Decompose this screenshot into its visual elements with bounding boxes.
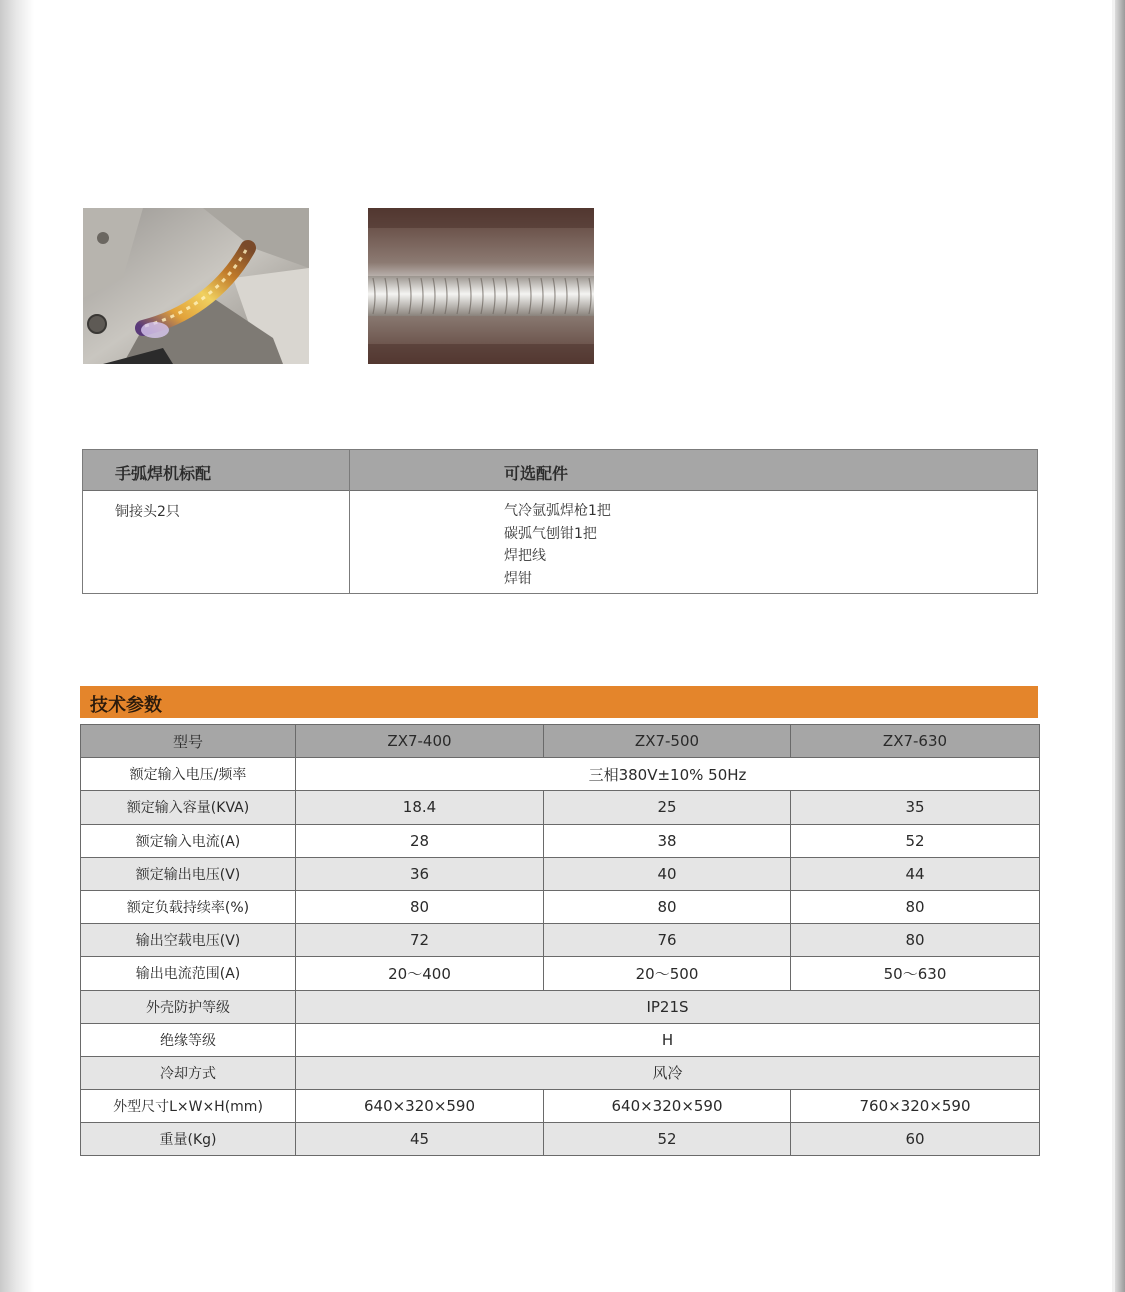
weld-seam-photo-curved — [83, 208, 309, 364]
spec-merged-value: 三相380V±10% 50Hz — [296, 758, 1040, 791]
spec-row-label: 额定输入容量(KVA) — [81, 791, 296, 824]
section-title: 技术参数 — [90, 695, 162, 716]
spec-header-row — [81, 725, 1040, 758]
spec-cell: 38 — [544, 824, 791, 857]
spec-header-cell: ZX7-630 — [791, 725, 1040, 758]
spec-cell: 80 — [296, 890, 544, 923]
spec-cell: 28 — [296, 824, 544, 857]
spec-row-label: 额定输出电压(V) — [81, 857, 296, 890]
spec-cell: 80 — [544, 890, 791, 923]
spec-cell: 640×320×590 — [296, 1090, 544, 1123]
spec-row-label: 重量(Kg) — [81, 1123, 296, 1156]
spec-cell: 35 — [791, 791, 1040, 824]
spec-row — [81, 824, 1040, 857]
optional-accessory-item: 焊钳 — [504, 570, 532, 587]
spec-row-label: 额定输入电压/频率 — [81, 758, 296, 791]
spec-header-cell: 型号 — [81, 725, 296, 758]
spec-cell: 80 — [791, 890, 1040, 923]
spec-cell: 20～400 — [296, 957, 544, 990]
spec-cell: 760×320×590 — [791, 1090, 1040, 1123]
optional-accessory-item: 焊把线 — [504, 548, 546, 564]
spec-cell: 60 — [791, 1123, 1040, 1156]
spec-cell: 20～500 — [544, 957, 791, 990]
spec-cell: 18.4 — [296, 791, 544, 824]
optional-accessory-item: 气冷氩弧焊枪1把 — [504, 503, 611, 519]
optional-accessories-list — [504, 500, 611, 590]
spec-header-cell: ZX7-500 — [544, 725, 791, 758]
standard-accessory-item: 铜接头2只 — [115, 504, 180, 520]
spec-cell: 45 — [296, 1123, 544, 1156]
spec-row-label: 输出空载电压(V) — [81, 924, 296, 957]
spec-cell: 72 — [296, 924, 544, 957]
spec-cell: 44 — [791, 857, 1040, 890]
accessories-column-divider — [349, 450, 350, 593]
spec-row — [81, 924, 1040, 957]
spec-cell: 50～630 — [791, 957, 1040, 990]
spec-row-label: 绝缘等级 — [81, 1023, 296, 1056]
spec-cell: 52 — [791, 824, 1040, 857]
spec-merged-value: IP21S — [296, 990, 1040, 1023]
standard-accessories-header: 手弧焊机标配 — [115, 464, 212, 483]
spec-cell: 76 — [544, 924, 791, 957]
page-edge-left — [0, 0, 34, 1292]
spec-row-label: 外型尺寸L×W×H(mm) — [81, 1090, 296, 1123]
spec-cell: 80 — [791, 924, 1040, 957]
spec-cell: 52 — [544, 1123, 791, 1156]
spec-row — [81, 1056, 1040, 1089]
spec-row — [81, 1023, 1040, 1056]
page-edge-right — [1115, 0, 1125, 1292]
spec-row-label: 额定负载持续率(%) — [81, 890, 296, 923]
spec-cell: 640×320×590 — [544, 1090, 791, 1123]
accessories-table — [82, 449, 1038, 594]
weld-bead-photo-straight — [368, 208, 594, 364]
spec-row — [81, 957, 1040, 990]
spec-row-label: 冷却方式 — [81, 1056, 296, 1089]
optional-accessories-header: 可选配件 — [504, 464, 569, 483]
spec-row-label: 额定输入电流(A) — [81, 824, 296, 857]
spec-table — [80, 724, 1040, 1156]
spec-merged-value: 风冷 — [296, 1056, 1040, 1089]
spec-row — [81, 1123, 1040, 1156]
spec-row — [81, 990, 1040, 1023]
tech-params-section-bar — [80, 686, 1038, 718]
spec-cell: 25 — [544, 791, 791, 824]
spec-cell: 36 — [296, 857, 544, 890]
spec-header-cell: ZX7-400 — [296, 725, 544, 758]
spec-row — [81, 758, 1040, 791]
spec-merged-value: H — [296, 1023, 1040, 1056]
spec-row-label: 外壳防护等级 — [81, 990, 296, 1023]
spec-cell: 40 — [544, 857, 791, 890]
spec-row-label: 输出电流范围(A) — [81, 957, 296, 990]
spec-row — [81, 890, 1040, 923]
optional-accessory-item: 碳弧气刨钳1把 — [504, 525, 597, 542]
spec-row — [81, 791, 1040, 824]
spec-row — [81, 1090, 1040, 1123]
spec-row — [81, 857, 1040, 890]
